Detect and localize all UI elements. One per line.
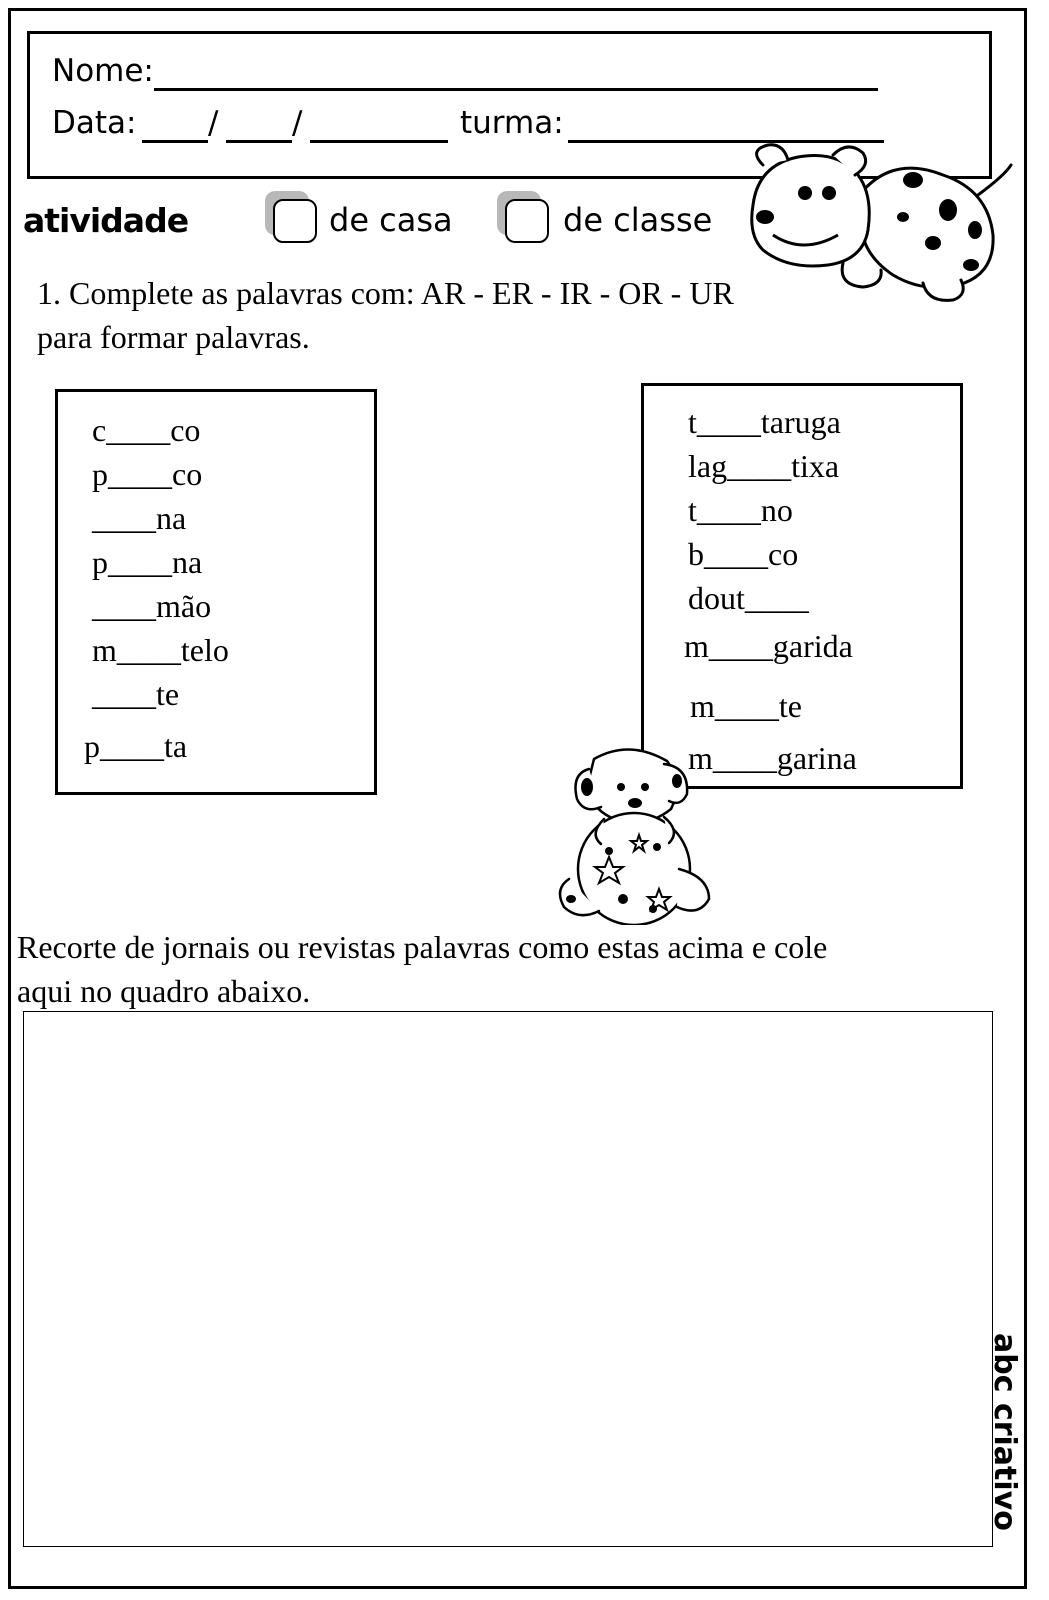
right-word-box (641, 383, 963, 789)
date-separator: / (292, 105, 303, 141)
word-item[interactable]: m____te (690, 688, 802, 724)
word-item[interactable]: ____mão (92, 588, 212, 624)
date-day-field[interactable] (142, 140, 208, 143)
brand-logo-icon (981, 1329, 1031, 1569)
instruction-line: para formar palavras. (37, 319, 310, 355)
word-item[interactable]: p____ta (84, 728, 188, 764)
home-option-label: de casa (329, 201, 453, 239)
left-word-box (55, 389, 377, 795)
word-item[interactable]: c____co (92, 412, 201, 448)
instruction-line: 1. Complete as palavras com: AR - ER - IR - OR - UR (37, 275, 734, 311)
word-item[interactable]: b____co (688, 536, 799, 572)
word-item[interactable]: lag____tixa (688, 448, 840, 484)
date-separator: / (208, 105, 219, 141)
word-item[interactable]: ____na (92, 500, 187, 536)
paste-area[interactable] (23, 1011, 993, 1547)
dalmatian-puppy-icon (743, 135, 1023, 310)
brand-logo (981, 1329, 1031, 1569)
instruction-line: aqui no quadro abaixo. (17, 973, 311, 1009)
worksheet-page (8, 8, 1027, 1589)
brand-text: abc criativo (987, 1333, 1022, 1531)
word-item[interactable]: t____taruga (688, 404, 841, 440)
word-item[interactable]: p____co (92, 456, 203, 492)
name-label: Nome: (52, 53, 154, 89)
class-label: turma: (460, 105, 564, 141)
puppy-with-ball-icon (549, 739, 719, 925)
class-checkbox[interactable] (497, 191, 551, 245)
word-item[interactable]: dout____ (688, 580, 809, 616)
word-item[interactable]: p____na (92, 544, 203, 580)
date-month-field[interactable] (226, 140, 292, 143)
activity-title: atividade (23, 201, 189, 240)
word-item[interactable]: t____no (688, 492, 793, 528)
instruction-line: Recorte de jornais ou revistas palavras como estas acima e cole (17, 929, 828, 965)
word-item[interactable]: ____te (92, 676, 180, 712)
class-option-label: de classe (563, 201, 713, 239)
date-year-field[interactable] (310, 140, 448, 143)
date-label: Data: (52, 105, 137, 141)
word-item[interactable]: m____garina (688, 740, 857, 776)
home-checkbox[interactable] (265, 191, 319, 245)
word-item[interactable]: m____garida (684, 628, 853, 664)
word-item[interactable]: m____telo (92, 632, 229, 668)
name-field[interactable] (154, 88, 878, 91)
